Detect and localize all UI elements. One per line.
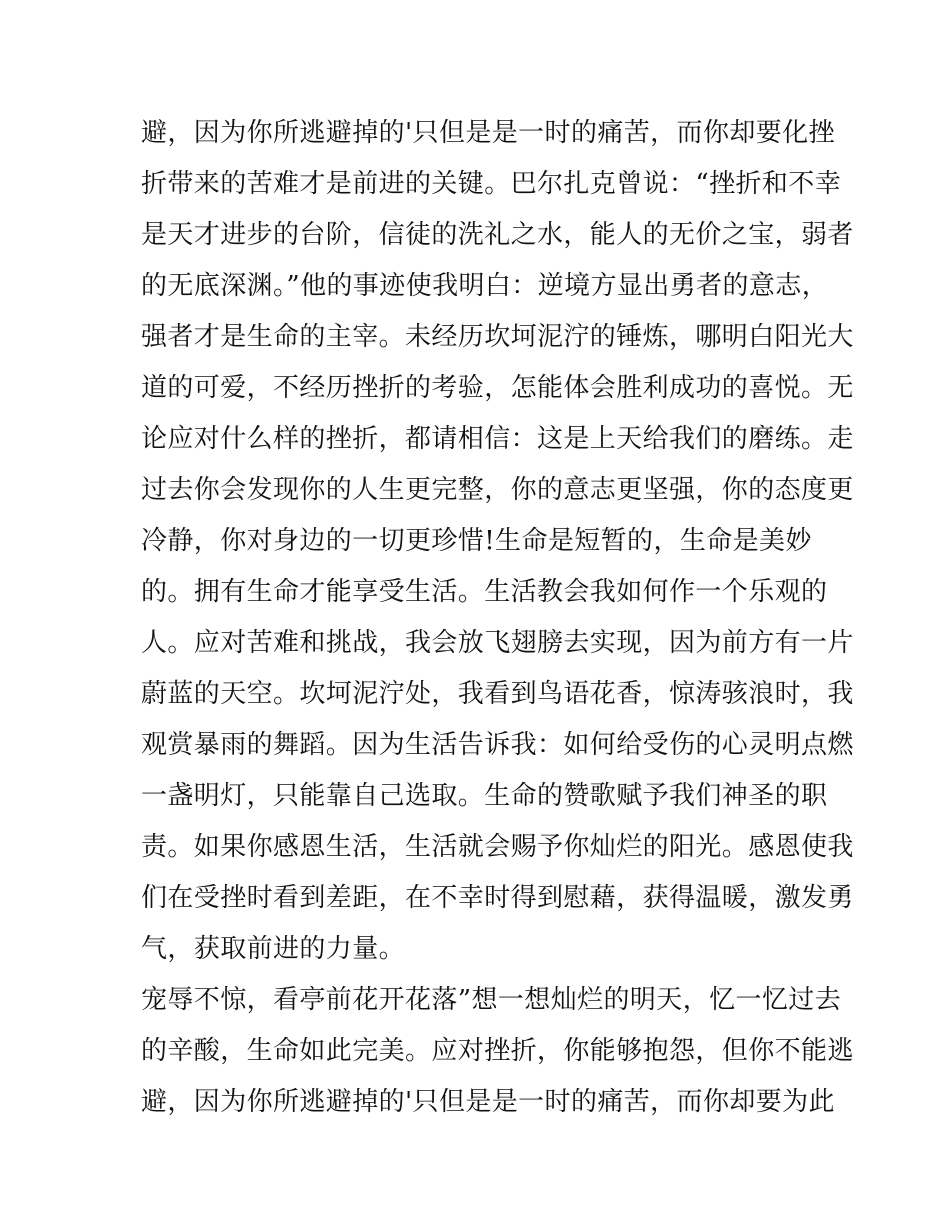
text-line: 观赏暴雨的舞蹈。因为生活告诉我：如何给受伤的心灵明点燃 <box>141 730 854 760</box>
text-line: 避，因为你所逃避掉的'只但是是一时的痛苦，而你却要化挫 <box>141 118 835 148</box>
text-line: 避，因为你所逃避掉的'只但是是一时的痛苦，而你却要为此 <box>141 1087 835 1117</box>
document-body-text <box>141 108 854 1128</box>
text-line: 蔚蓝的天空。坎坷泥泞处，我看到鸟语花香，惊涛骇浪时，我 <box>141 679 854 709</box>
text-line: 宠辱不惊，看亭前花开花落”想一想灿烂的明天，忆一忆过去 <box>141 985 842 1015</box>
text-line: 论应对什么样的挫折，都请相信：这是上天给我们的磨练。走 <box>141 424 854 454</box>
text-line: 气，获取前进的力量。 <box>141 934 406 964</box>
text-line: 们在受挫时看到差距，在不幸时得到慰藉，获得温暖，激发勇 <box>141 883 854 913</box>
text-line: 道的可爱，不经历挫折的考验，怎能体会胜利成功的喜悦。无 <box>141 373 854 403</box>
text-line: 冷静，你对身边的一切更珍惜!生命是短暂的，生命是美妙 <box>141 526 812 556</box>
text-line: 的辛酸，生命如此完美。应对挫折，你能够抱怨，但你不能逃 <box>141 1036 854 1066</box>
text-line: 折带来的苦难才是前进的关键。巴尔扎克曾说：“挫折和不幸 <box>141 169 842 199</box>
text-line: 强者才是生命的主宰。未经历坎坷泥泞的锤炼，哪明白阳光大 <box>141 322 854 352</box>
text-line: 一盏明灯，只能靠自己选取。生命的赞歌赋予我们神圣的职 <box>141 781 828 811</box>
text-line: 是天才进步的台阶，信徒的洗礼之水，能人的无价之宝，弱者 <box>141 220 854 250</box>
text-line: 的。拥有生命才能享受生活。生活教会我如何作一个乐观的 <box>141 577 828 607</box>
text-line: 人。应对苦难和挑战，我会放飞翅膀去实现，因为前方有一片 <box>141 628 854 658</box>
text-line: 责。如果你感恩生活，生活就会赐予你灿烂的阳光。感恩使我 <box>141 832 854 862</box>
text-line: 的无底深渊。”他的事迹使我明白：逆境方显出勇者的意志， <box>141 271 829 301</box>
text-line: 过去你会发现你的人生更完整，你的意志更坚强，你的态度更 <box>141 475 854 505</box>
